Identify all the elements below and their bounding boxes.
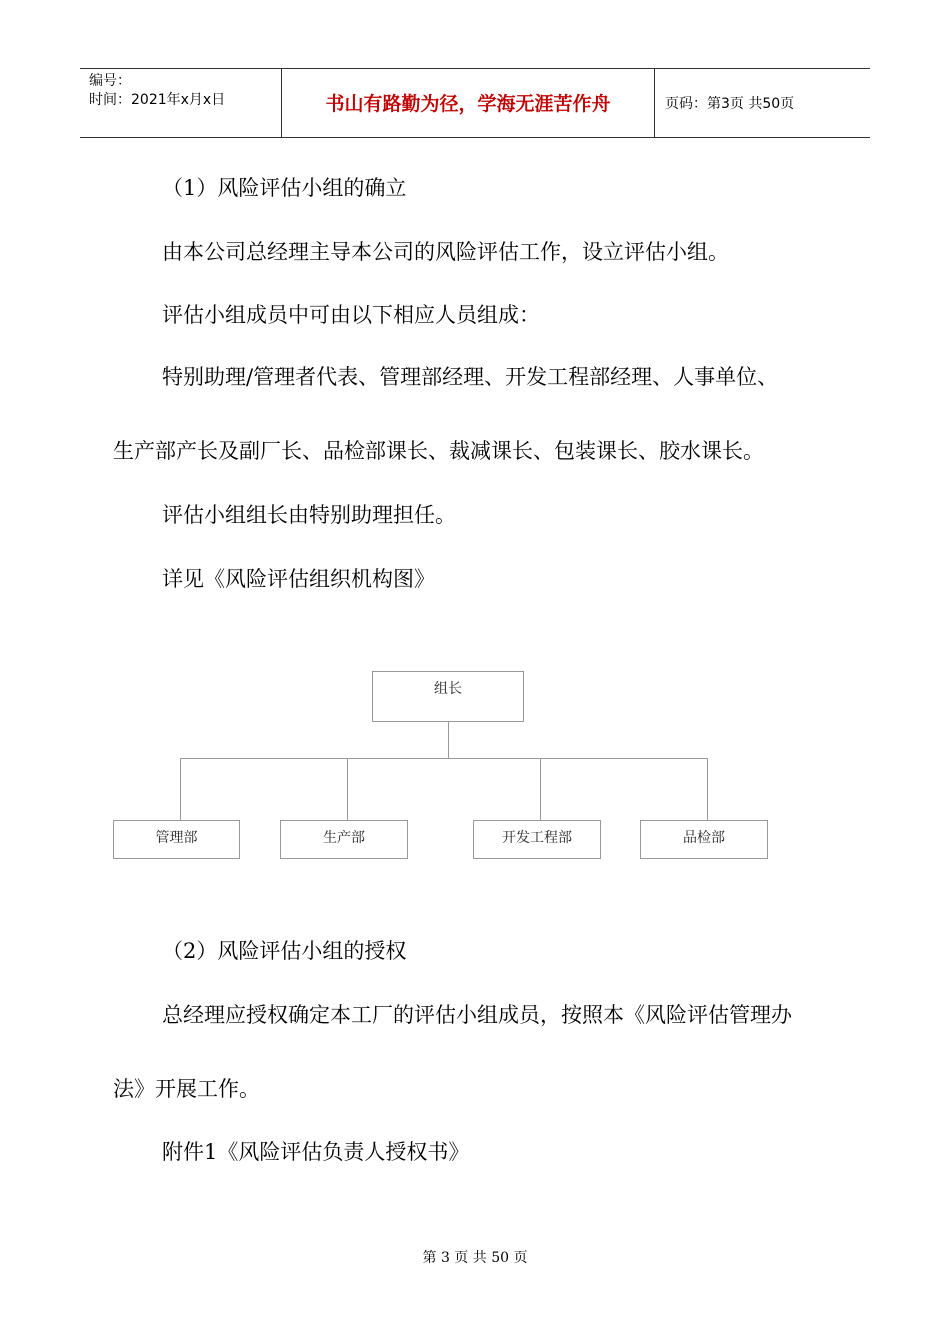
connector-line	[347, 758, 348, 820]
header-page-label: 页码：第3页 共50页	[665, 96, 795, 112]
paragraph: 特别助理/管理者代表、管理部经理、开发工程部经理、人事单位、	[162, 365, 779, 389]
connector-line	[448, 721, 449, 758]
connector-line	[180, 758, 181, 820]
page-footer: 第 3 页 共 50 页	[422, 1250, 528, 1266]
org-child-box: 品检部	[640, 820, 768, 859]
org-child-box: 生产部	[280, 820, 408, 859]
section2-title: （2）风险评估小组的授权	[162, 939, 407, 963]
paragraph: 由本公司总经理主导本公司的风险评估工作，设立评估小组。	[162, 240, 729, 264]
header-motto: 书山有路勤为径，学海无涯苦作舟	[325, 93, 611, 115]
connector-line	[540, 758, 541, 820]
number-label: 编号：	[89, 73, 131, 89]
header-divider	[654, 69, 655, 137]
paragraph: 生产部产长及副厂长、品检部课长、裁减课长、包装课长、胶水课长。	[113, 439, 764, 463]
page-header	[80, 68, 870, 138]
paragraph: 法》开展工作。	[113, 1077, 260, 1101]
paragraph: 附件1《风险评估负责人授权书》	[162, 1140, 470, 1164]
paragraph: 总经理应授权确定本工厂的评估小组成员，按照本《风险评估管理办	[162, 1003, 792, 1027]
org-child-box: 开发工程部	[473, 820, 601, 859]
section1-title: （1）风险评估小组的确立	[162, 176, 407, 200]
paragraph: 评估小组组长由特别助理担任。	[162, 503, 456, 527]
header-meta	[89, 72, 225, 110]
connector-line	[180, 758, 708, 759]
paragraph: 详见《风险评估组织机构图》	[162, 567, 435, 591]
org-child-box: 管理部	[113, 820, 240, 859]
connector-line	[707, 758, 708, 820]
date-label: 时间：2021年x月x日	[89, 92, 226, 108]
paragraph: 评估小组成员中可由以下相应人员组成：	[162, 303, 540, 327]
org-root-box: 组长	[372, 671, 524, 722]
